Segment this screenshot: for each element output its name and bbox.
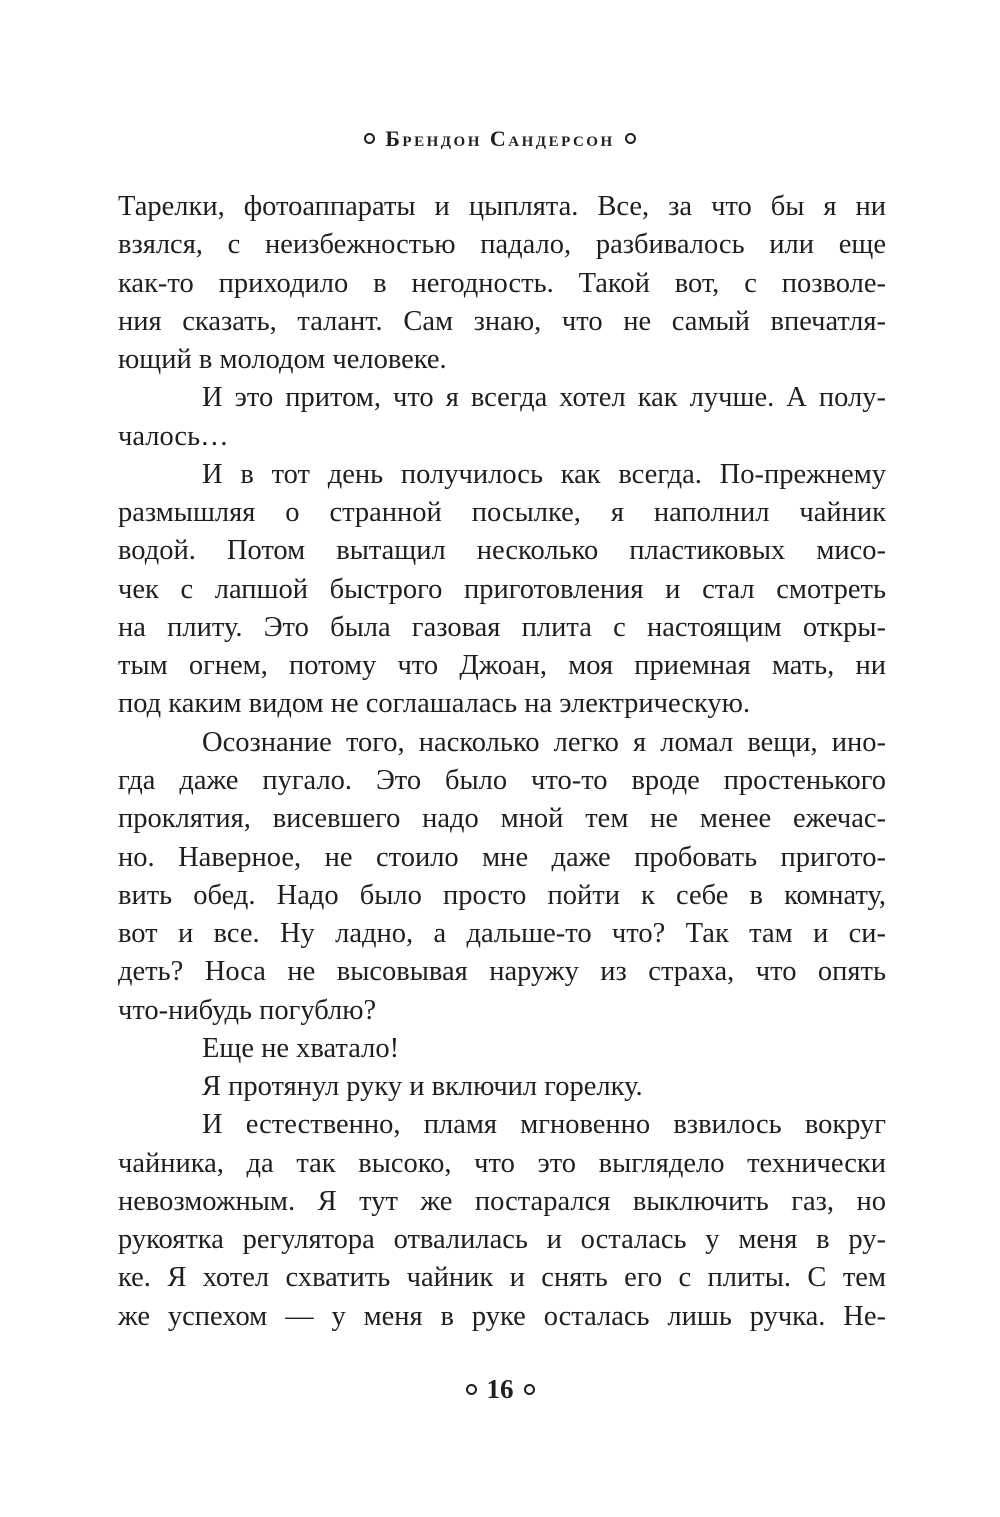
text-line: рукоятка регулятора отвалилась и осталась у меня в ру- <box>118 1224 886 1256</box>
text-line: же успехом — у меня в руке осталась лишь ручка. Не- <box>118 1300 886 1332</box>
ornament-dot-icon <box>466 1384 477 1395</box>
text-line: И это притом, что я всегда хотел как лучше. А полу- <box>202 382 886 414</box>
text-line: чек с лапшой быстрого приготовления и стал смотреть <box>118 573 886 605</box>
text-line: Тарелки, фотоаппараты и цыплята. Все, за что бы я ни <box>118 191 886 222</box>
text-line: под каким видом не соглашалась на электрическую. <box>118 688 751 720</box>
text-line: ющий в молодом человеке. <box>118 344 447 376</box>
text-line: чайника, да так высоко, что это выглядело технически <box>118 1147 886 1179</box>
text-line: Осознание того, насколько легко я ломал вещи, ино- <box>202 726 886 758</box>
ornament-dot-icon <box>364 133 375 144</box>
text-line: ке. Я хотел схватить чайник и снять его с плиты. С тем <box>118 1262 886 1294</box>
text-line: на плиту. Это была газовая плита с настоящим откры- <box>118 611 886 643</box>
body-text <box>118 188 886 1336</box>
text-line: чалось… <box>118 420 229 452</box>
page-number-value: 16 <box>486 1374 514 1404</box>
text-line: взялся, с неизбежностью падало, разбивалось или еще <box>118 229 886 261</box>
page-number <box>0 1374 1000 1405</box>
text-line: невозможным. Я тут же постарался выключить газ, но <box>118 1185 886 1217</box>
text-line: как-то приходило в негодность. Такой вот, с позволе- <box>118 267 886 299</box>
text-line: вот и все. Ну ладно, а дальше-то что? Так там и си- <box>118 918 886 950</box>
text-line: что-нибудь погублю? <box>118 994 377 1026</box>
text-line: тым огнем, потому что Джоан, моя приемная мать, ни <box>118 650 886 682</box>
text-line: гда даже пугало. Это было что-то вроде простенького <box>118 764 886 796</box>
text-line: размышляя о странной посылке, я наполнил чайник <box>118 497 886 529</box>
text-line: деть? Носа не высовывая наружу из страха, что опять <box>118 956 886 988</box>
text-line: водой. Потом вытащил несколько пластиковых мисо- <box>118 535 886 567</box>
text-line: но. Наверное, не стоило мне даже пробовать пригото- <box>118 841 886 873</box>
ornament-dot-icon <box>625 133 636 144</box>
text-line: И естественно, пламя мгновенно взвилось вокруг <box>202 1109 886 1141</box>
text-line: ния сказать, талант. Сам знаю, что не самый впечатля- <box>118 305 886 337</box>
text-line: вить обед. Надо было просто пойти к себе в комнату, <box>118 879 886 911</box>
running-header <box>0 126 1000 152</box>
ornament-dot-icon <box>524 1384 535 1395</box>
text-line: проклятия, висевшего надо мной тем не менее ежечас- <box>118 803 886 835</box>
text-line: Я протянул руку и включил горелку. <box>202 1071 643 1103</box>
text-line: И в тот день получилось как всегда. По-прежнему <box>202 458 886 490</box>
text-line: Еще не хватало! <box>202 1032 400 1064</box>
header-author: Брендон Сандерсон <box>385 126 615 151</box>
